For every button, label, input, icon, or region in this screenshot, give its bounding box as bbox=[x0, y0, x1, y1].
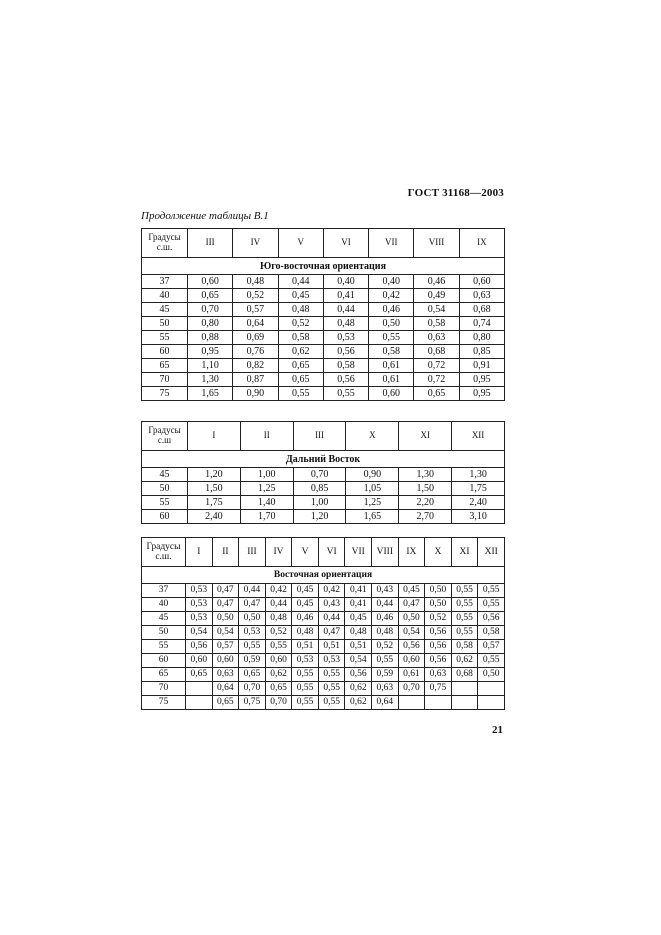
value-cell: 0,48 bbox=[233, 275, 278, 289]
corner-label-line: Градусы bbox=[148, 425, 181, 436]
corner-label-line: с.ш bbox=[157, 435, 172, 445]
value-cell: 1,75 bbox=[452, 482, 505, 496]
value-cell: 0,74 bbox=[459, 317, 504, 331]
value-cell: 2,20 bbox=[399, 496, 452, 510]
table-row bbox=[142, 373, 505, 387]
value-cell: 1,25 bbox=[240, 482, 293, 496]
value-cell: 0,41 bbox=[323, 289, 368, 303]
value-cell: 0,45 bbox=[292, 584, 319, 598]
value-cell: 0,55 bbox=[292, 696, 319, 710]
value-cell: 0,60 bbox=[459, 275, 504, 289]
table-row bbox=[142, 468, 505, 482]
value-cell: 0,55 bbox=[318, 696, 345, 710]
month-header-cell: XII bbox=[452, 422, 505, 451]
value-cell: 0,53 bbox=[186, 612, 213, 626]
table-east-orientation bbox=[141, 537, 505, 710]
value-cell: 0,48 bbox=[372, 626, 399, 640]
table-row bbox=[142, 598, 505, 612]
table-continuation-label: Продолжение таблицы В.1 bbox=[141, 210, 269, 222]
value-cell: 1,20 bbox=[188, 468, 241, 482]
value-cell: 0,50 bbox=[478, 668, 505, 682]
table-row bbox=[142, 275, 505, 289]
value-cell: 0,44 bbox=[265, 598, 292, 612]
value-cell: 1,50 bbox=[188, 482, 241, 496]
table-row bbox=[142, 359, 505, 373]
month-header-cell: XI bbox=[451, 538, 478, 567]
value-cell: 0,65 bbox=[265, 682, 292, 696]
value-cell: 0,57 bbox=[212, 640, 239, 654]
value-cell: 0,47 bbox=[212, 584, 239, 598]
latitude-cell: 65 bbox=[142, 668, 186, 682]
value-cell bbox=[425, 696, 452, 710]
value-cell: 0,44 bbox=[239, 584, 266, 598]
month-header-cell: I bbox=[186, 538, 213, 567]
corner-header-cell bbox=[142, 422, 188, 451]
month-header-cell: IV bbox=[233, 229, 278, 258]
value-cell: 0,41 bbox=[345, 584, 372, 598]
latitude-cell: 45 bbox=[142, 468, 188, 482]
value-cell: 1,25 bbox=[346, 496, 399, 510]
value-cell: 0,54 bbox=[186, 626, 213, 640]
value-cell: 0,49 bbox=[414, 289, 459, 303]
value-cell: 0,65 bbox=[212, 696, 239, 710]
table-row bbox=[142, 303, 505, 317]
value-cell: 3,10 bbox=[452, 510, 505, 524]
value-cell: 1,30 bbox=[188, 373, 233, 387]
month-header-cell: II bbox=[240, 422, 293, 451]
value-cell: 0,51 bbox=[318, 640, 345, 654]
value-cell: 0,47 bbox=[398, 598, 425, 612]
value-cell: 0,44 bbox=[323, 303, 368, 317]
latitude-cell: 75 bbox=[142, 696, 186, 710]
value-cell: 0,54 bbox=[398, 626, 425, 640]
value-cell: 0,52 bbox=[278, 317, 323, 331]
value-cell: 0,43 bbox=[372, 584, 399, 598]
value-cell: 0,55 bbox=[239, 640, 266, 654]
section-row bbox=[142, 258, 505, 275]
latitude-cell: 60 bbox=[142, 345, 188, 359]
value-cell: 0,55 bbox=[451, 598, 478, 612]
value-cell: 0,91 bbox=[459, 359, 504, 373]
value-cell: 0,46 bbox=[414, 275, 459, 289]
month-header-cell: VI bbox=[318, 538, 345, 567]
month-header-cell: IV bbox=[265, 538, 292, 567]
table-row bbox=[142, 584, 505, 598]
value-cell: 0,80 bbox=[459, 331, 504, 345]
value-cell: 0,55 bbox=[369, 331, 414, 345]
value-cell: 0,61 bbox=[398, 668, 425, 682]
month-header-cell: VI bbox=[323, 229, 368, 258]
value-cell: 0,63 bbox=[459, 289, 504, 303]
value-cell: 0,69 bbox=[233, 331, 278, 345]
value-cell: 0,90 bbox=[233, 387, 278, 401]
month-header-cell: III bbox=[239, 538, 266, 567]
value-cell: 0,70 bbox=[265, 696, 292, 710]
value-cell: 0,45 bbox=[292, 598, 319, 612]
value-cell: 0,75 bbox=[425, 682, 452, 696]
value-cell: 0,40 bbox=[323, 275, 368, 289]
table-row bbox=[142, 317, 505, 331]
value-cell: 1,50 bbox=[399, 482, 452, 496]
latitude-cell: 50 bbox=[142, 482, 188, 496]
value-cell: 0,70 bbox=[293, 468, 346, 482]
value-cell: 0,63 bbox=[212, 668, 239, 682]
value-cell: 0,54 bbox=[414, 303, 459, 317]
corner-label-line: Градусы bbox=[148, 232, 181, 243]
value-cell: 0,58 bbox=[323, 359, 368, 373]
table-row bbox=[142, 626, 505, 640]
standard-header: ГОСТ 31168—2003 bbox=[407, 187, 504, 199]
value-cell: 0,63 bbox=[425, 668, 452, 682]
corner-header-cell bbox=[142, 229, 188, 258]
value-cell: 0,65 bbox=[414, 387, 459, 401]
value-cell: 0,87 bbox=[233, 373, 278, 387]
value-cell: 1,20 bbox=[293, 510, 346, 524]
value-cell: 0,54 bbox=[345, 654, 372, 668]
value-cell bbox=[478, 682, 505, 696]
value-cell: 0,43 bbox=[318, 598, 345, 612]
month-header-cell: X bbox=[425, 538, 452, 567]
table-southeast-orientation bbox=[141, 228, 505, 401]
value-cell: 1,75 bbox=[188, 496, 241, 510]
value-cell bbox=[398, 696, 425, 710]
month-header-cell: IX bbox=[398, 538, 425, 567]
value-cell: 0,51 bbox=[345, 640, 372, 654]
month-header-cell: IX bbox=[459, 229, 504, 258]
value-cell: 0,62 bbox=[278, 345, 323, 359]
value-cell: 1,40 bbox=[240, 496, 293, 510]
value-cell: 0,70 bbox=[239, 682, 266, 696]
latitude-cell: 45 bbox=[142, 303, 188, 317]
month-header-cell: XII bbox=[478, 538, 505, 567]
section-title: Юго-восточная ориентация bbox=[142, 258, 505, 275]
value-cell: 0,48 bbox=[292, 626, 319, 640]
value-cell: 0,59 bbox=[239, 654, 266, 668]
value-cell: 0,95 bbox=[459, 373, 504, 387]
value-cell: 0,63 bbox=[372, 682, 399, 696]
month-header-cell: II bbox=[212, 538, 239, 567]
value-cell: 0,56 bbox=[398, 640, 425, 654]
table-row bbox=[142, 612, 505, 626]
value-cell: 0,56 bbox=[323, 345, 368, 359]
table-row bbox=[142, 345, 505, 359]
value-cell: 0,75 bbox=[239, 696, 266, 710]
value-cell: 0,64 bbox=[212, 682, 239, 696]
value-cell: 0,50 bbox=[398, 612, 425, 626]
table-row bbox=[142, 496, 505, 510]
value-cell: 0,58 bbox=[451, 640, 478, 654]
value-cell: 0,55 bbox=[292, 668, 319, 682]
value-cell: 0,57 bbox=[478, 640, 505, 654]
value-cell: 2,70 bbox=[399, 510, 452, 524]
value-cell: 0,53 bbox=[318, 654, 345, 668]
latitude-cell: 50 bbox=[142, 626, 186, 640]
month-header-cell: XI bbox=[399, 422, 452, 451]
value-cell: 0,45 bbox=[278, 289, 323, 303]
latitude-cell: 55 bbox=[142, 640, 186, 654]
value-cell: 0,50 bbox=[212, 612, 239, 626]
value-cell: 0,56 bbox=[345, 668, 372, 682]
value-cell: 0,82 bbox=[233, 359, 278, 373]
value-cell: 1,05 bbox=[346, 482, 399, 496]
value-cell: 0,59 bbox=[372, 668, 399, 682]
value-cell: 0,44 bbox=[278, 275, 323, 289]
latitude-cell: 45 bbox=[142, 612, 186, 626]
corner-header-cell bbox=[142, 538, 186, 567]
value-cell: 0,62 bbox=[451, 654, 478, 668]
section-row bbox=[142, 451, 505, 468]
value-cell: 0,42 bbox=[265, 584, 292, 598]
value-cell: 1,70 bbox=[240, 510, 293, 524]
latitude-cell: 40 bbox=[142, 289, 188, 303]
month-header-cell: V bbox=[278, 229, 323, 258]
value-cell: 0,60 bbox=[398, 654, 425, 668]
month-header-cell: VII bbox=[345, 538, 372, 567]
month-header-cell: V bbox=[292, 538, 319, 567]
value-cell: 0,58 bbox=[369, 345, 414, 359]
value-cell: 0,40 bbox=[369, 275, 414, 289]
value-cell: 0,52 bbox=[372, 640, 399, 654]
value-cell: 0,65 bbox=[278, 373, 323, 387]
value-cell: 0,47 bbox=[239, 598, 266, 612]
value-cell: 0,55 bbox=[478, 598, 505, 612]
header-row bbox=[142, 538, 505, 567]
month-header-cell: VIII bbox=[372, 538, 399, 567]
latitude-cell: 50 bbox=[142, 317, 188, 331]
value-cell: 0,48 bbox=[278, 303, 323, 317]
value-cell: 0,55 bbox=[478, 584, 505, 598]
latitude-cell: 60 bbox=[142, 510, 188, 524]
value-cell: 0,55 bbox=[292, 682, 319, 696]
value-cell: 1,10 bbox=[188, 359, 233, 373]
section-title: Восточная ориентация bbox=[142, 567, 505, 584]
table-row bbox=[142, 482, 505, 496]
value-cell: 0,61 bbox=[369, 359, 414, 373]
value-cell: 0,41 bbox=[345, 598, 372, 612]
value-cell: 0,47 bbox=[212, 598, 239, 612]
value-cell: 0,58 bbox=[478, 626, 505, 640]
latitude-cell: 70 bbox=[142, 682, 186, 696]
value-cell: 0,60 bbox=[188, 275, 233, 289]
value-cell: 0,55 bbox=[451, 584, 478, 598]
latitude-cell: 70 bbox=[142, 373, 188, 387]
value-cell: 0,65 bbox=[278, 359, 323, 373]
value-cell: 0,53 bbox=[186, 598, 213, 612]
header-row bbox=[142, 422, 505, 451]
latitude-cell: 60 bbox=[142, 654, 186, 668]
table-row bbox=[142, 654, 505, 668]
value-cell: 0,50 bbox=[425, 598, 452, 612]
value-cell: 0,45 bbox=[398, 584, 425, 598]
value-cell: 0,56 bbox=[425, 626, 452, 640]
value-cell: 0,52 bbox=[233, 289, 278, 303]
value-cell: 1,00 bbox=[240, 468, 293, 482]
value-cell: 0,53 bbox=[186, 584, 213, 598]
value-cell: 0,56 bbox=[478, 612, 505, 626]
value-cell: 0,45 bbox=[345, 612, 372, 626]
value-cell: 0,70 bbox=[398, 682, 425, 696]
value-cell: 1,30 bbox=[399, 468, 452, 482]
value-cell: 0,51 bbox=[292, 640, 319, 654]
value-cell bbox=[186, 682, 213, 696]
corner-label-line: с.ш. bbox=[155, 552, 172, 562]
corner-label-line: Градусы bbox=[146, 541, 181, 552]
table-row bbox=[142, 696, 505, 710]
value-cell: 0,42 bbox=[318, 584, 345, 598]
value-cell: 0,44 bbox=[318, 612, 345, 626]
value-cell: 0,48 bbox=[265, 612, 292, 626]
value-cell: 0,50 bbox=[425, 584, 452, 598]
latitude-cell: 55 bbox=[142, 496, 188, 510]
value-cell: 0,55 bbox=[265, 640, 292, 654]
value-cell: 0,53 bbox=[292, 654, 319, 668]
latitude-cell: 37 bbox=[142, 275, 188, 289]
latitude-cell: 65 bbox=[142, 359, 188, 373]
month-header-cell: III bbox=[293, 422, 346, 451]
value-cell: 0,48 bbox=[345, 626, 372, 640]
value-cell: 0,70 bbox=[188, 303, 233, 317]
value-cell: 1,00 bbox=[293, 496, 346, 510]
table-row bbox=[142, 510, 505, 524]
value-cell: 0,53 bbox=[323, 331, 368, 345]
value-cell: 0,68 bbox=[414, 345, 459, 359]
value-cell: 0,58 bbox=[414, 317, 459, 331]
value-cell: 0,46 bbox=[292, 612, 319, 626]
value-cell: 0,60 bbox=[186, 654, 213, 668]
latitude-cell: 55 bbox=[142, 331, 188, 345]
month-header-cell: X bbox=[346, 422, 399, 451]
value-cell: 0,53 bbox=[239, 626, 266, 640]
value-cell: 0,56 bbox=[323, 373, 368, 387]
value-cell: 0,68 bbox=[451, 668, 478, 682]
page-number: 21 bbox=[492, 724, 503, 736]
value-cell: 0,64 bbox=[233, 317, 278, 331]
table-row bbox=[142, 289, 505, 303]
value-cell: 0,76 bbox=[233, 345, 278, 359]
section-title: Дальний Восток bbox=[142, 451, 505, 468]
value-cell: 1,65 bbox=[346, 510, 399, 524]
value-cell bbox=[478, 696, 505, 710]
value-cell bbox=[451, 682, 478, 696]
value-cell: 0,95 bbox=[459, 387, 504, 401]
value-cell: 2,40 bbox=[188, 510, 241, 524]
value-cell: 0,57 bbox=[233, 303, 278, 317]
value-cell: 0,42 bbox=[369, 289, 414, 303]
value-cell: 0,72 bbox=[414, 373, 459, 387]
value-cell: 0,65 bbox=[188, 289, 233, 303]
table-row bbox=[142, 668, 505, 682]
value-cell: 0,55 bbox=[451, 612, 478, 626]
value-cell: 0,62 bbox=[265, 668, 292, 682]
value-cell: 0,64 bbox=[372, 696, 399, 710]
value-cell: 0,50 bbox=[239, 612, 266, 626]
corner-label-line: с.ш. bbox=[156, 242, 173, 252]
value-cell: 0,46 bbox=[369, 303, 414, 317]
value-cell: 0,47 bbox=[318, 626, 345, 640]
value-cell: 0,95 bbox=[188, 345, 233, 359]
value-cell: 0,56 bbox=[425, 654, 452, 668]
month-header-cell: I bbox=[188, 422, 241, 451]
table-row bbox=[142, 387, 505, 401]
latitude-cell: 37 bbox=[142, 584, 186, 598]
value-cell: 0,54 bbox=[212, 626, 239, 640]
section-row bbox=[142, 567, 505, 584]
value-cell: 0,56 bbox=[425, 640, 452, 654]
value-cell: 0,52 bbox=[265, 626, 292, 640]
value-cell: 0,65 bbox=[186, 668, 213, 682]
value-cell: 0,85 bbox=[459, 345, 504, 359]
value-cell: 0,72 bbox=[414, 359, 459, 373]
value-cell: 0,68 bbox=[459, 303, 504, 317]
latitude-cell: 40 bbox=[142, 598, 186, 612]
value-cell: 0,88 bbox=[188, 331, 233, 345]
value-cell: 0,65 bbox=[239, 668, 266, 682]
value-cell: 0,80 bbox=[188, 317, 233, 331]
value-cell: 1,65 bbox=[188, 387, 233, 401]
value-cell: 0,62 bbox=[345, 682, 372, 696]
value-cell: 0,56 bbox=[186, 640, 213, 654]
value-cell: 0,48 bbox=[323, 317, 368, 331]
value-cell: 1,30 bbox=[452, 468, 505, 482]
table-row bbox=[142, 682, 505, 696]
table-row bbox=[142, 331, 505, 345]
value-cell: 2,40 bbox=[452, 496, 505, 510]
table-row bbox=[142, 640, 505, 654]
value-cell: 0,55 bbox=[451, 626, 478, 640]
value-cell: 0,55 bbox=[323, 387, 368, 401]
month-header-cell: VII bbox=[369, 229, 414, 258]
month-header-cell: III bbox=[188, 229, 233, 258]
value-cell: 0,60 bbox=[265, 654, 292, 668]
value-cell: 0,55 bbox=[478, 654, 505, 668]
value-cell: 0,50 bbox=[369, 317, 414, 331]
value-cell: 0,90 bbox=[346, 468, 399, 482]
value-cell: 0,85 bbox=[293, 482, 346, 496]
value-cell: 0,58 bbox=[278, 331, 323, 345]
latitude-cell: 75 bbox=[142, 387, 188, 401]
value-cell: 0,55 bbox=[372, 654, 399, 668]
value-cell: 0,46 bbox=[372, 612, 399, 626]
value-cell: 0,60 bbox=[212, 654, 239, 668]
value-cell bbox=[451, 696, 478, 710]
value-cell: 0,55 bbox=[318, 668, 345, 682]
value-cell bbox=[186, 696, 213, 710]
value-cell: 0,52 bbox=[425, 612, 452, 626]
header-row bbox=[142, 229, 505, 258]
value-cell: 0,60 bbox=[369, 387, 414, 401]
table-far-east bbox=[141, 421, 505, 524]
value-cell: 0,63 bbox=[414, 331, 459, 345]
value-cell: 0,44 bbox=[372, 598, 399, 612]
month-header-cell: VIII bbox=[414, 229, 459, 258]
value-cell: 0,61 bbox=[369, 373, 414, 387]
value-cell: 0,55 bbox=[318, 682, 345, 696]
value-cell: 0,55 bbox=[278, 387, 323, 401]
value-cell: 0,62 bbox=[345, 696, 372, 710]
